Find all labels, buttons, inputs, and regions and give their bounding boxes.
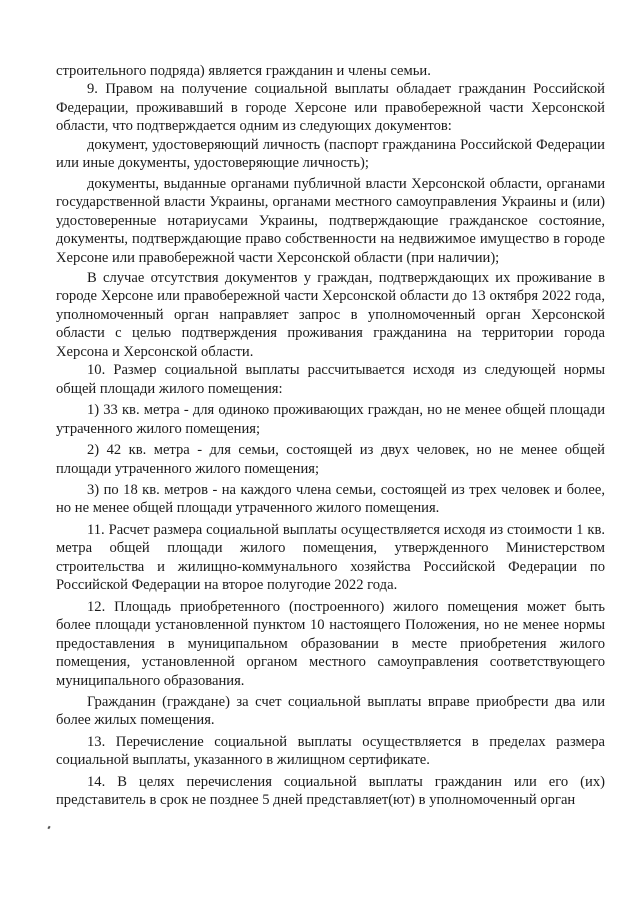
paragraph-item-10-2: 2) 42 кв. метра - для семьи, состоящей из двух человек, но не менее общей площади утраченного жилого помещения; [56, 442, 605, 477]
paragraph-identity-document: документ, удостоверяющий личность (паспорт гражданина Российской Федерации или иные документы, удостоверяющие личность); [56, 136, 605, 172]
paragraph-no-documents-case: В случае отсутствия документов у граждан, подтверждающих их проживание в городе Херсоне или правобережной части Херсонской области до 13 октября 2022 года, уполномоченный орган направляет запрос в уполномоченный орган Херсонской области с целью подтверждения проживания гражданина на территории города Херсона и Херсонской области. [56, 269, 605, 360]
scan-speck [47, 826, 50, 830]
paragraph-item-10: 10. Размер социальной выплаты рассчитывается исходя из следующей нормы общей площади жилого помещения: [56, 362, 605, 397]
paragraph-item-14: 14. В целях перечисления социальной выплаты гражданин или его (их) представитель в срок не позднее 5 дней представляет(ют) в уполномоченный орган [56, 773, 605, 809]
paragraph-other-documents: документы, выданные органами публичной власти Херсонской области, органами государственной власти Украины, органами местного самоуправления Украины и (или) удостоверенные нотариусами Украины, подтверждающие гражданское состояние, документы, подтверждающие право собственности на недвижимое имущество в городе Херсоне или правобережной части Херсонской области (при наличии); [56, 175, 605, 266]
paragraph-item-10-1: 1) 33 кв. метра - для одиноко проживающих граждан, но не менее общей площади утраченного жилого помещения; [56, 402, 605, 437]
paragraph-item-13: 13. Перечисление социальной выплаты осуществляется в пределах размера социальной выплаты, указанного в жилищном сертификате. [56, 733, 605, 769]
paragraph-continuation: строительного подряда) является гражданин и члены семьи. [56, 63, 431, 79]
paragraph-item-10-3: 3) по 18 кв. метров - на каждого члена семьи, состоящей из трех человек и более, но не менее общей площади утраченного жилого помещения. [56, 481, 605, 517]
paragraph-item-9: 9. Правом на получение социальной выплаты обладает гражданин Российской Федерации, проживавший в городе Херсоне или правобережной части Херсонской области, что подтверждается одним из следующих документов: [56, 81, 605, 135]
paragraph-item-11: 11. Расчет размера социальной выплаты осуществляется исходя из стоимости 1 кв. метра общей площади жилого помещения, утвержденного Министерством строительства и жилищно-коммунального хозяйства Российской Федерации по Российской Федерации на второе полугодие 2022 года. [56, 521, 605, 594]
paragraph-item-12: 12. Площадь приобретенного (построенного) жилого помещения может быть более площади установленной пунктом 10 настоящего Положения, но не менее нормы предоставления в муниципальном образовании в месте приобретения жилого помещения, установленной органом местного самоуправления соответствующего муниципального образования. [56, 598, 605, 689]
paragraph-two-dwellings: Гражданин (граждане) за счет социальной выплаты вправе приобрести два или более жилых помещения. [56, 693, 605, 729]
document-page [56, 62, 605, 810]
